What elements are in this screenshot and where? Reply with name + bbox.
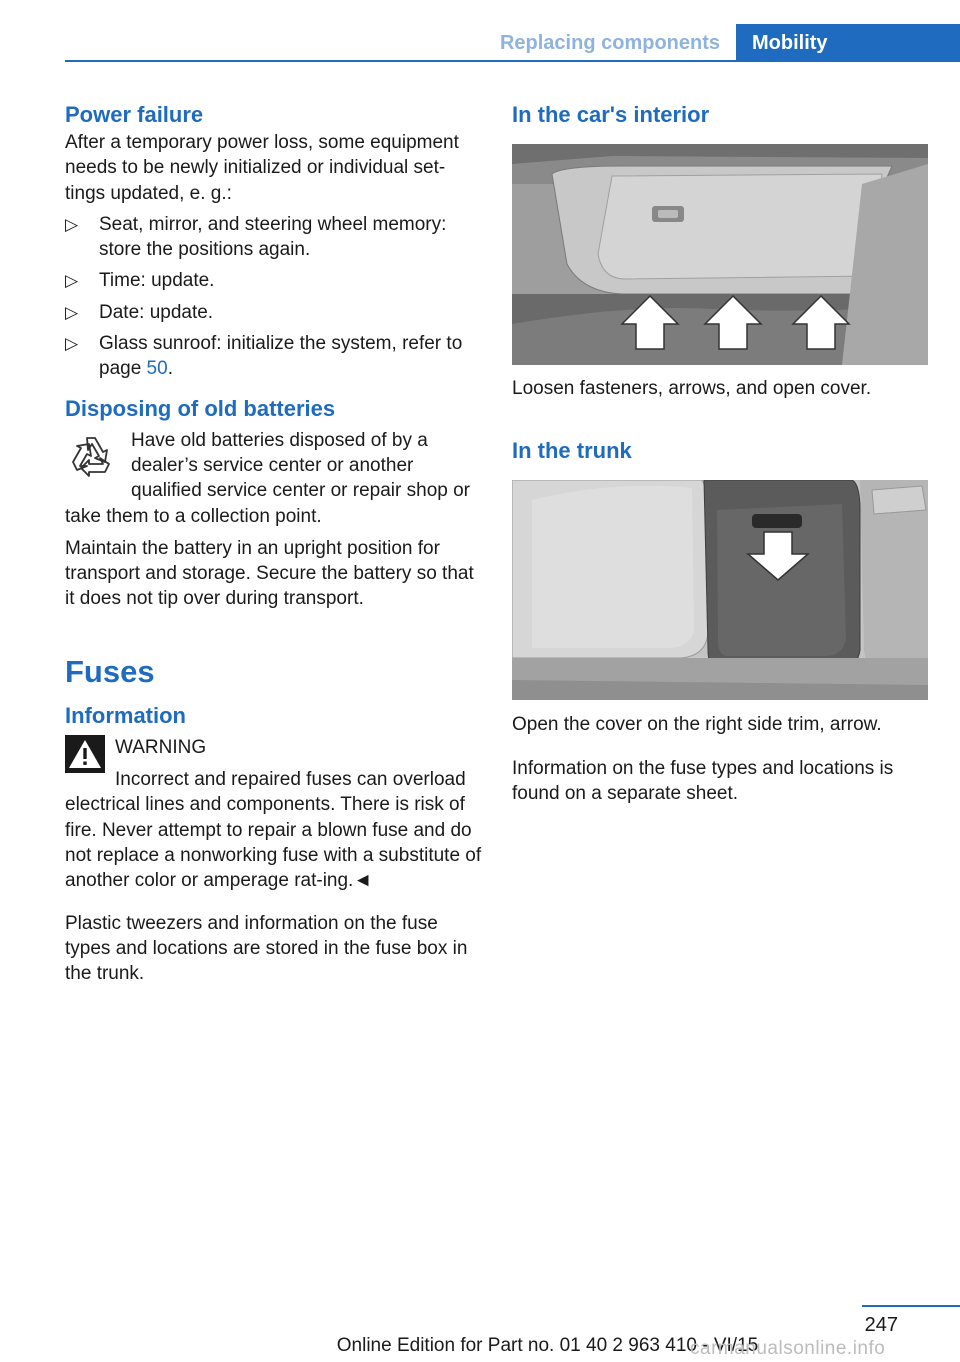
warning-text: Incorrect and repaired fuses can overload electrical lines and components. There is risk of fire. Never attempt to repair a blown fuse and do not replace a nonworking fuse with a substitute of another color or amperage rat‐ing.◄ bbox=[65, 769, 482, 892]
power-failure-intro: After a temporary power loss, some equipment needs to be newly initialized or individual set‐tings updated, e. g.: bbox=[65, 132, 459, 204]
warning-icon bbox=[65, 735, 105, 773]
warning-label: WARNING bbox=[115, 736, 207, 758]
triangle-bullet-icon: ▷ bbox=[65, 334, 79, 354]
triangle-bullet-icon: ▷ bbox=[65, 271, 79, 291]
right-column bbox=[512, 100, 928, 806]
interior-caption: Loosen fasteners, arrows, and open cover. bbox=[512, 378, 872, 399]
power-failure-heading: Power failure bbox=[65, 102, 204, 127]
disposing-block bbox=[65, 428, 483, 529]
trunk-text: Information on the fuse types and locations is found on a separate sheet. bbox=[512, 757, 894, 804]
triangle-bullet-icon: ▷ bbox=[65, 302, 79, 322]
warning-block bbox=[65, 735, 483, 894]
watermark: carmanualsonline.info bbox=[690, 1338, 886, 1359]
interior-heading: In the car's interior bbox=[512, 102, 710, 127]
list-item: ▷ Date: update. bbox=[65, 300, 483, 325]
disposing-text-2: Maintain the battery in an upright position for transport and storage. Secure the battery so that it does not tip over during transport. bbox=[65, 537, 474, 610]
page-link[interactable]: 50 bbox=[146, 358, 168, 380]
fuses-heading: Fuses bbox=[65, 653, 155, 689]
list-item: ▷ Seat, mirror, and steering wheel memory: store the positions again. bbox=[65, 213, 447, 261]
header-rule bbox=[65, 60, 960, 62]
header-chapter-tab: Mobility bbox=[736, 24, 960, 62]
disposing-text: Have old batteries disposed of by a dealer’s service center or another qualified service center or repair shop or take them to a collection point. bbox=[65, 429, 471, 527]
trunk-figure bbox=[512, 480, 928, 700]
triangle-bullet-icon: ▷ bbox=[65, 214, 79, 234]
recycle-icon bbox=[65, 430, 119, 484]
header-section-title: Replacing components bbox=[499, 32, 720, 54]
glovebox-illustration bbox=[512, 144, 928, 365]
footer-rule bbox=[862, 1305, 960, 1307]
left-column bbox=[65, 100, 483, 986]
trunk-heading: In the trunk bbox=[512, 438, 632, 464]
trunk-caption: Open the cover on the right side trim, arrow. bbox=[512, 714, 882, 736]
disposing-heading: Disposing of old batteries bbox=[65, 395, 336, 421]
power-failure-list bbox=[65, 212, 483, 382]
fuses-text: Plastic tweezers and information on the fuse types and locations are stored in the fuse box in the trunk. bbox=[65, 912, 468, 985]
interior-figure bbox=[512, 144, 928, 365]
edition-footer: Online Edition for Part no. 01 40 2 963 410 - VI/15 bbox=[336, 1335, 759, 1356]
information-heading: Information bbox=[65, 702, 186, 728]
list-item: ▷ Time: update. bbox=[65, 268, 483, 293]
page-number: 247 bbox=[864, 1314, 898, 1336]
trunk-illustration bbox=[512, 480, 928, 700]
list-item: ▷ Glass sunroof: initialize the system, refer to page 50. bbox=[65, 333, 463, 380]
